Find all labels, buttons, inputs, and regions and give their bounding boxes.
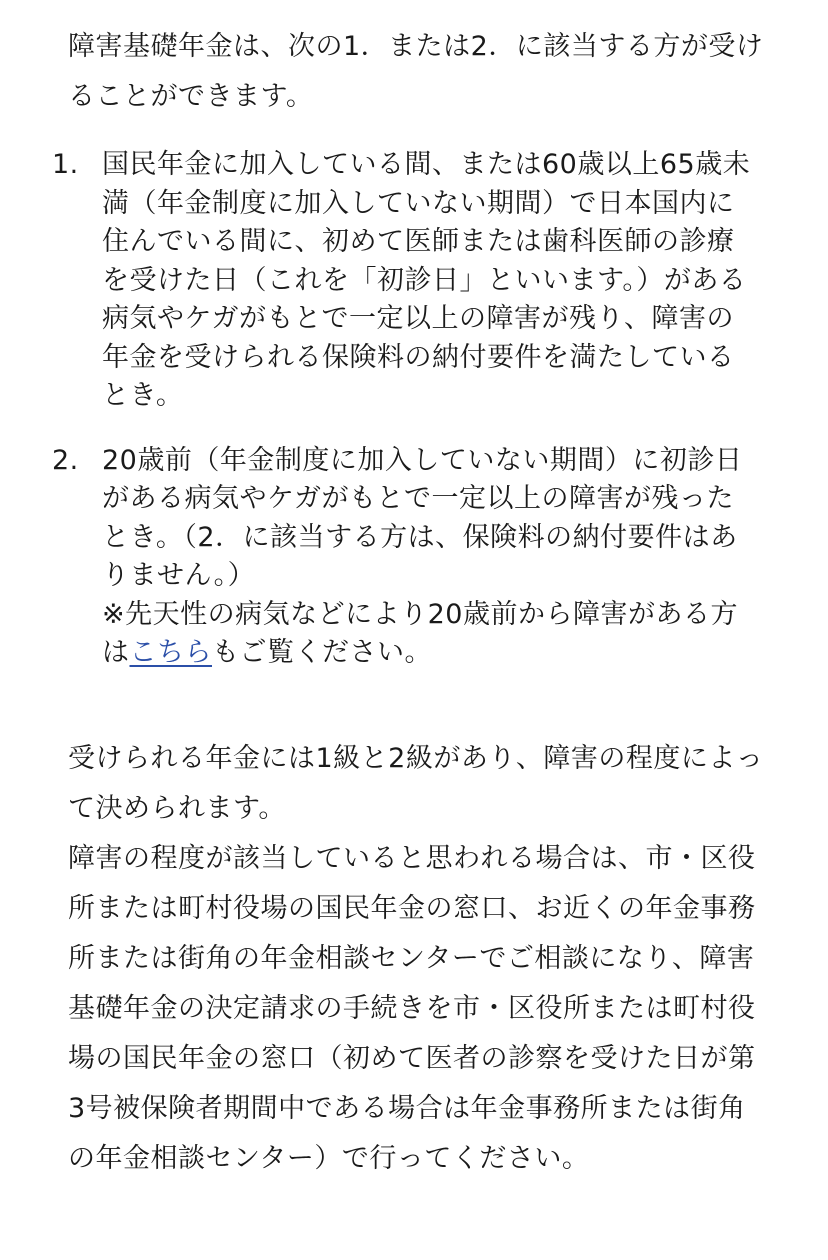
note-suffix: もご覧ください。 — [212, 637, 432, 668]
here-link[interactable]: こちら — [129, 637, 212, 668]
procedure-paragraph: 障害の程度が該当していると思われる場合は、市・区役所または町村役場の国民年金の窓口、お近くの年金事務所または街角の年金相談センターでご相談になり、障害基礎年金の決定請求の手続きを市・区役所または町村役場の国民年金の窓口（初めて医者の診察を受けた日が第3号被保険者期間中である場合は年金事務所または街角の年金相談センター）で行ってください。 — [68, 843, 756, 1174]
condition-text: 20歳前（年金制度に加入していない期間）に初診日がある病気やケガがもとで一定以上の障害が残ったとき。（2．に該当する方は、保険料の納付要件はありません。） — [102, 444, 743, 591]
note-prefix: ※先天性の病気などにより20歳前から障害がある方は — [102, 598, 738, 668]
eligibility-list — [52, 146, 752, 673]
grades-paragraph: 受けられる年金には1級と2級があり、障害の程度によって決められます。 — [68, 743, 764, 824]
condition-number: 2. — [52, 444, 79, 476]
intro-paragraph: 障害基礎年金は、次の1．または2．に該当する方が受けることができます。 — [68, 31, 764, 112]
condition-item-2 — [52, 442, 752, 673]
condition-item-1 — [52, 146, 752, 416]
condition-text: 国民年金に加入している間、または60歳以上65歳未満（年金制度に加入していない期間）で日本国内に住んでいる間に、初めて医師または歯科医師の診療を受けた日（これを「初診日」といいます。）がある病気やケガがもとで一定以上の障害が残り、障害の年金を受けられる保険料の納付要件を満たしているとき。 — [102, 149, 751, 411]
congenital-note — [102, 596, 752, 673]
grades-and-procedure — [68, 734, 768, 1184]
condition-number: 1. — [52, 149, 79, 180]
